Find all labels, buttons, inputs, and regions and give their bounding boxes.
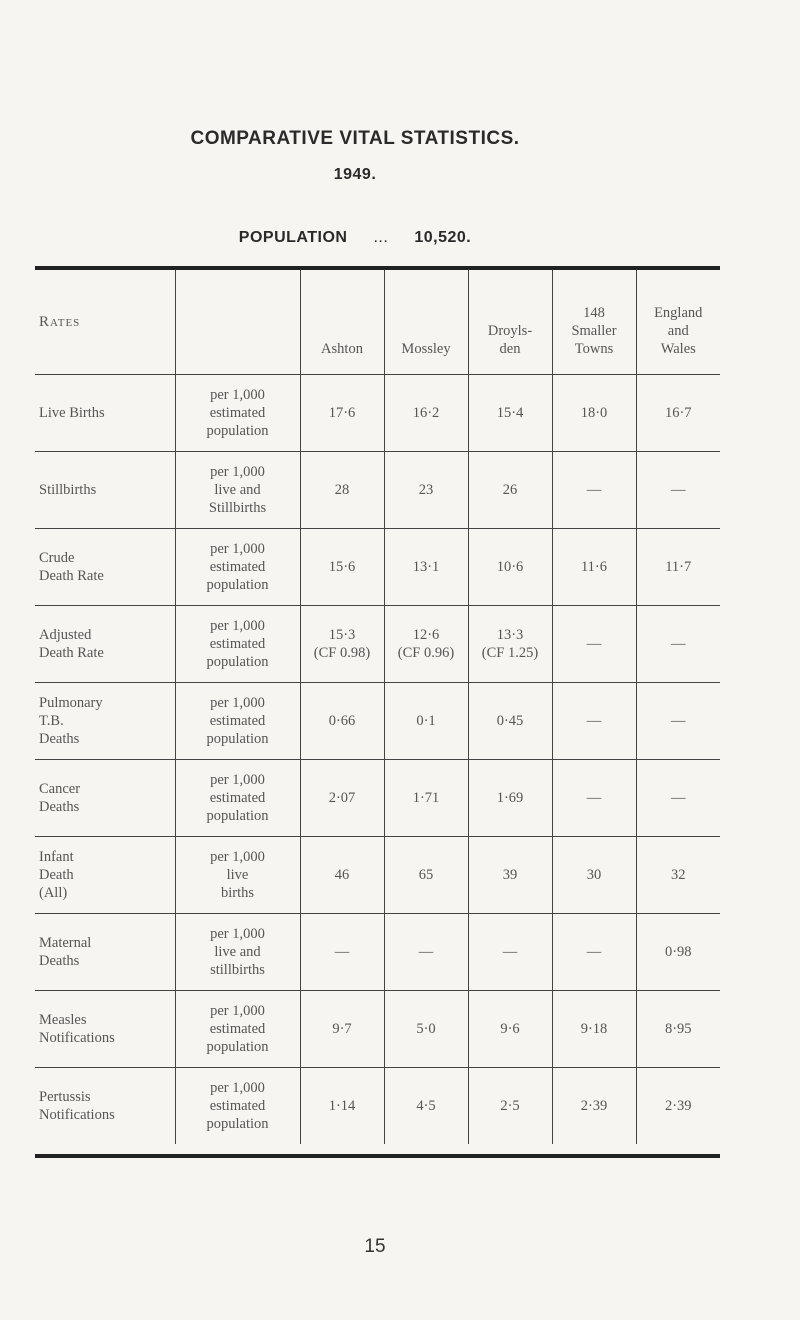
- value-cell: 2·5: [468, 1068, 552, 1145]
- value-cell: 2·39: [552, 1068, 636, 1145]
- header-rates: Rates: [35, 270, 175, 375]
- population-line: [0, 229, 710, 247]
- value-cell: 9·6: [468, 991, 552, 1068]
- rate-basis: per 1,000 live births: [175, 837, 300, 914]
- table-row: [35, 914, 720, 991]
- value-cell: 13·1: [384, 529, 468, 606]
- value-cell: 4·5: [384, 1068, 468, 1145]
- value-cell: —: [552, 452, 636, 529]
- value-cell: 8·95: [636, 991, 720, 1068]
- header-ashton: Ashton: [300, 270, 384, 375]
- rate-basis: per 1,000 estimated population: [175, 760, 300, 837]
- value-cell: 11·7: [636, 529, 720, 606]
- value-cell: 28: [300, 452, 384, 529]
- page-title: COMPARATIVE VITAL STATISTICS.: [190, 128, 520, 149]
- table-row: [35, 1068, 720, 1145]
- rate-label: Infant Death (All): [35, 837, 175, 914]
- header-england-wales: England and Wales: [636, 270, 720, 375]
- value-cell: —: [552, 760, 636, 837]
- value-cell: 2·07: [300, 760, 384, 837]
- value-cell: —: [300, 914, 384, 991]
- value-cell: 10·6: [468, 529, 552, 606]
- rate-basis: per 1,000 estimated population: [175, 683, 300, 760]
- value-cell: 13·3 (CF 1.25): [468, 606, 552, 683]
- value-cell: 16·7: [636, 375, 720, 452]
- value-cell: 65: [384, 837, 468, 914]
- rate-label: Stillbirths: [35, 452, 175, 529]
- table-row: [35, 760, 720, 837]
- value-cell: —: [636, 760, 720, 837]
- value-cell: 1·71: [384, 760, 468, 837]
- rate-basis: per 1,000 estimated population: [175, 606, 300, 683]
- table-body: [35, 375, 720, 1145]
- value-cell: 26: [468, 452, 552, 529]
- value-cell: 0·1: [384, 683, 468, 760]
- value-cell: 5·0: [384, 991, 468, 1068]
- value-cell: 12·6 (CF 0.96): [384, 606, 468, 683]
- value-cell: 0·45: [468, 683, 552, 760]
- value-cell: 2·39: [636, 1068, 720, 1145]
- rate-label: Live Births: [35, 375, 175, 452]
- rate-basis: per 1,000 estimated population: [175, 991, 300, 1068]
- value-cell: —: [636, 452, 720, 529]
- value-cell: —: [552, 606, 636, 683]
- value-cell: 30: [552, 837, 636, 914]
- rate-label: Crude Death Rate: [35, 529, 175, 606]
- rate-label: Pulmonary T.B. Deaths: [35, 683, 175, 760]
- value-cell: 46: [300, 837, 384, 914]
- header-droylsden: Droyls- den: [468, 270, 552, 375]
- value-cell: 9·18: [552, 991, 636, 1068]
- value-cell: —: [636, 683, 720, 760]
- rate-label: Maternal Deaths: [35, 914, 175, 991]
- value-cell: —: [552, 914, 636, 991]
- rate-basis: per 1,000 estimated population: [175, 529, 300, 606]
- value-cell: 39: [468, 837, 552, 914]
- table-row: [35, 452, 720, 529]
- rate-label: Pertussis Notifications: [35, 1068, 175, 1145]
- rate-label: Measles Notifications: [35, 991, 175, 1068]
- value-cell: —: [468, 914, 552, 991]
- value-cell: 15·6: [300, 529, 384, 606]
- table-row: [35, 606, 720, 683]
- value-cell: —: [636, 606, 720, 683]
- vital-statistics-table: [35, 270, 720, 1144]
- table-header-row: [35, 270, 720, 375]
- value-cell: 23: [384, 452, 468, 529]
- value-cell: 9·7: [300, 991, 384, 1068]
- value-cell: 18·0: [552, 375, 636, 452]
- table-row: [35, 991, 720, 1068]
- year-subtitle: 1949.: [333, 166, 377, 183]
- header-smaller-towns: 148 Smaller Towns: [552, 270, 636, 375]
- rate-basis: per 1,000 estimated population: [175, 1068, 300, 1145]
- value-cell: —: [552, 683, 636, 760]
- value-cell: 17·6: [300, 375, 384, 452]
- table-row: [35, 683, 720, 760]
- value-cell: 1·14: [300, 1068, 384, 1145]
- page-number: 15: [364, 1236, 386, 1257]
- rate-label: Adjusted Death Rate: [35, 606, 175, 683]
- value-cell: 15·3 (CF 0.98): [300, 606, 384, 683]
- table-row: [35, 375, 720, 452]
- rate-label: Cancer Deaths: [35, 760, 175, 837]
- population-label: POPULATION: [238, 229, 348, 246]
- rate-basis: per 1,000 live and stillbirths: [175, 914, 300, 991]
- header-mossley: Mossley: [384, 270, 468, 375]
- value-cell: 0·66: [300, 683, 384, 760]
- table-bottom-rule: [35, 1154, 720, 1158]
- value-cell: 11·6: [552, 529, 636, 606]
- value-cell: —: [384, 914, 468, 991]
- population-value: 10,520.: [414, 229, 472, 246]
- value-cell: 1·69: [468, 760, 552, 837]
- population-dots: ...: [373, 229, 389, 246]
- header-basis: [175, 270, 300, 375]
- rate-basis: per 1,000 estimated population: [175, 375, 300, 452]
- table-row: [35, 529, 720, 606]
- rate-basis: per 1,000 live and Stillbirths: [175, 452, 300, 529]
- table-row: [35, 837, 720, 914]
- value-cell: 16·2: [384, 375, 468, 452]
- value-cell: 15·4: [468, 375, 552, 452]
- value-cell: 32: [636, 837, 720, 914]
- value-cell: 0·98: [636, 914, 720, 991]
